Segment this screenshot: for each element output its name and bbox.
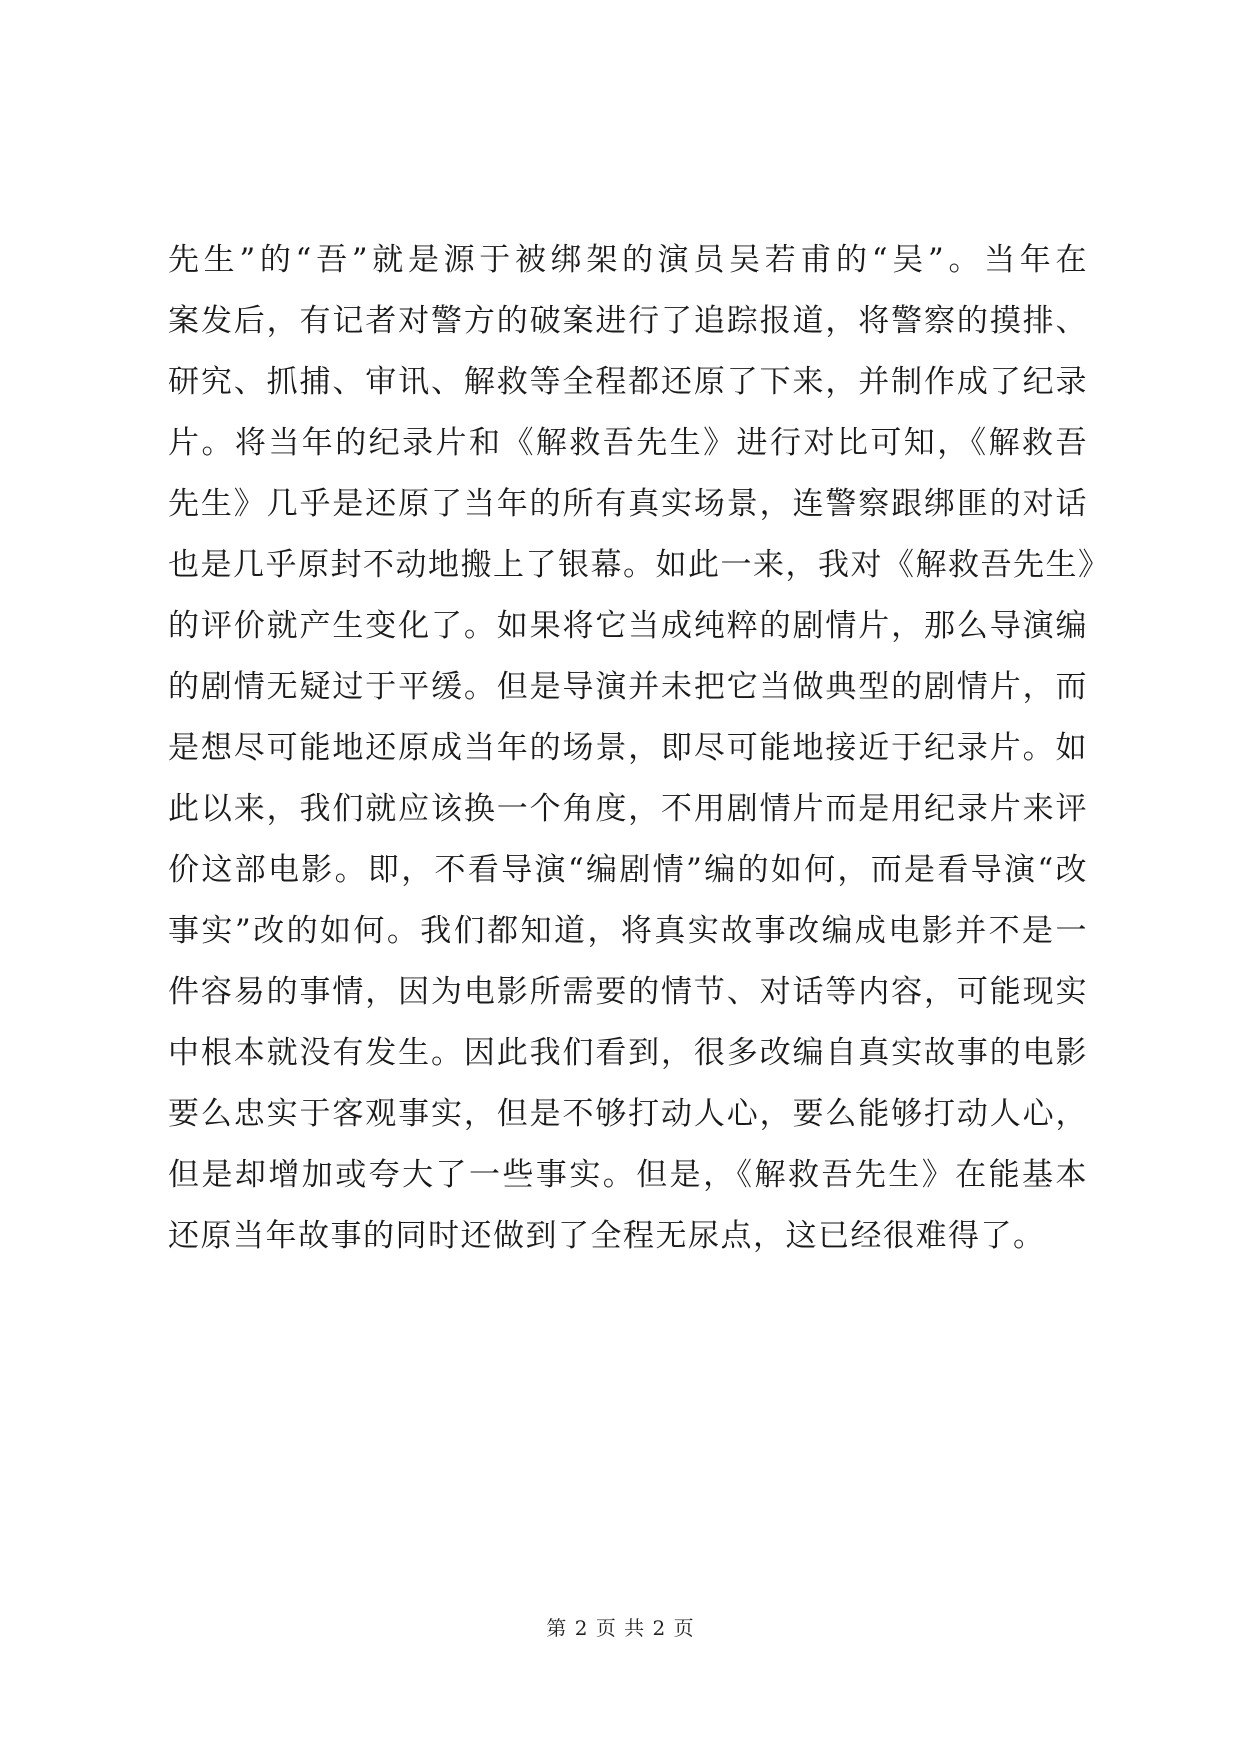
text-line: 的评价就产生变化了。如果将它当成纯粹的剧情片，那么导演编	[168, 608, 1088, 644]
text-line: 还原当年故事的同时还做到了全程无尿点，这已经很难得了。	[168, 1218, 1046, 1254]
text-line: 要么忠实于客观事实，但是不够打动人心，要么能够打动人心，	[168, 1096, 1088, 1132]
text-line: 先生》几乎是还原了当年的所有真实场景，连警察跟绑匪的对话	[168, 486, 1088, 522]
text-line: 也是几乎原封不动地搬上了银幕。如此一来，我对《解救吾先生》	[168, 547, 1111, 583]
body-paragraph	[168, 230, 1111, 1267]
text-line: 件容易的事情，因为电影所需要的情节、对话等内容，可能现实	[168, 974, 1088, 1010]
text-line: 此以来，我们就应该换一个角度，不用剧情片而是用纪录片来评	[168, 791, 1088, 827]
text-line: 事实”改的如何。我们都知道，将真实故事改编成电影并不是一	[168, 913, 1088, 949]
text-line: 片。将当年的纪录片和《解救吾先生》进行对比可知，《解救吾	[168, 425, 1088, 461]
text-line: 研究、抓捕、审讯、解救等全程都还原了下来，并制作成了纪录	[168, 364, 1088, 400]
text-line: 但是却增加或夸大了一些事实。但是，《解救吾先生》在能基本	[168, 1157, 1088, 1193]
text-line: 是想尽可能地还原成当年的场景，即尽可能地接近于纪录片。如	[168, 730, 1088, 766]
text-line: 先生”的“吾”就是源于被绑架的演员吴若甫的“吴”。当年在	[168, 242, 1088, 278]
text-line: 价这部电影。即，不看导演“编剧情”编的如何，而是看导演“改	[168, 852, 1088, 888]
text-line: 的剧情无疑过于平缓。但是导演并未把它当做典型的剧情片，而	[168, 669, 1088, 705]
text-line: 案发后，有记者对警方的破案进行了追踪报道，将警察的摸排、	[168, 303, 1088, 339]
page-number-footer: 第 2 页 共 2 页	[546, 1616, 695, 1640]
text-line: 中根本就没有发生。因此我们看到，很多改编自真实故事的电影	[168, 1035, 1088, 1071]
